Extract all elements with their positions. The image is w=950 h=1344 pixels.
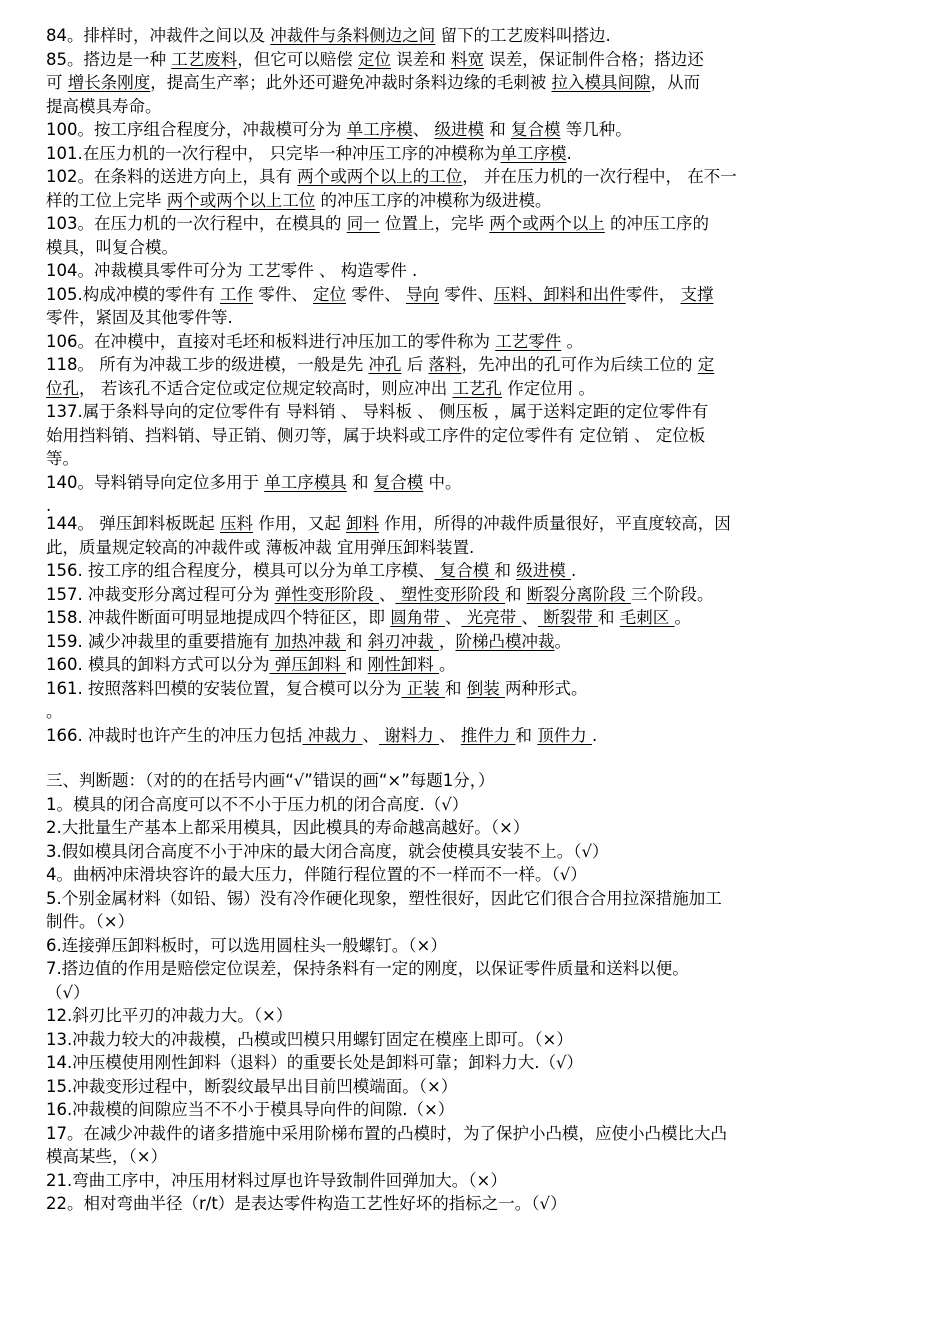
text-run: 。 — [561, 331, 583, 351]
text-line-q84 — [46, 24, 904, 48]
judge-line: 17。在减少冲裁件的诸多措施中采用阶梯布置的凸模时，为了保护小凸模，应使小凸模比大凸 — [46, 1123, 727, 1143]
text-run: 和 — [515, 725, 538, 745]
question-166 — [46, 724, 904, 748]
answer-blank: 落料 — [428, 355, 462, 374]
text-run: ，先冲出的孔可作为后续工位的 — [461, 355, 698, 374]
text-run: 等。 — [46, 449, 79, 468]
text-line-q137a — [46, 400, 904, 424]
text-run: 159. 减少冲裁里的重要措施有 — [46, 631, 270, 651]
text-run: 两种形式。 — [504, 678, 588, 698]
answer-blank: 工艺孔 — [452, 378, 502, 398]
judge-line: 15.冲裁变形过程中，断裂纹最早出目前凹模端面。（×） — [46, 1076, 458, 1096]
text-line-q101 — [46, 142, 904, 166]
text-run: 作定位用 。 — [502, 378, 595, 398]
text-run: 103。在压力机的一次行程中，在模具的 — [46, 214, 347, 233]
judge-line: 14.冲压模使用刚性卸料（退料）的重要长处是卸料可靠；卸料力大.（√） — [46, 1053, 583, 1072]
answer-blank: 级进模 — [516, 561, 571, 580]
answer-blank: 定位 — [358, 49, 391, 69]
judge-line: 16.冲裁模的间隙应当不不小于模具导向件的间隙.（×） — [46, 1100, 455, 1119]
answer-blank: 压料、卸料和出件 — [493, 284, 626, 304]
judge-line: 1。模具的闭合高度可以不不小于压力机的闭合高度.（√） — [46, 794, 469, 814]
text-run: 提高模具寿命。 — [46, 96, 162, 116]
answer-blank: 加热冲裁 — [269, 631, 346, 651]
text-run: 161. 按照落料凹模的安装位置，复合模可以分为 — [46, 678, 402, 698]
judge-line: 7.搭边值的作用是赔偿定位误差，保持条料有一定的刚度，以保证零件质量和送料以便。 — [46, 959, 689, 978]
text-run: ，但它可以赔偿 — [237, 49, 358, 69]
text-run: 中。 — [423, 472, 462, 492]
text-run: 的冲压工序的 — [604, 214, 709, 233]
text-line-q103b — [46, 236, 904, 260]
text-run: 零件，紧固及其他零件等. — [46, 308, 233, 327]
answer-blank: 推件力 — [460, 725, 516, 745]
text-run: ，提高生产率；此外还可避免冲裁时条料边缘的毛刺被 — [150, 73, 552, 92]
answer-blank: 倒装 — [466, 678, 505, 698]
text-line-q158 — [46, 606, 904, 630]
answer-blank: 弹性变形阶段 — [274, 584, 379, 604]
text-run: 。 — [554, 631, 571, 651]
text-run: 零件、 — [345, 284, 406, 304]
answer-blank: 正装 — [401, 678, 445, 698]
text-run: 和 — [345, 655, 368, 674]
text-run: 84。排样时，冲裁件之间以及 — [46, 26, 271, 45]
text-run: 误差和 — [391, 49, 451, 69]
text-line-q137c — [46, 447, 904, 471]
text-run: 后 — [401, 355, 429, 374]
text-run: 85。搭边是一种 — [46, 49, 172, 69]
text-run: 137.属于条料导向的定位零件有 导料销 、 导料板 、 侧压板 ，属于送料定距的定位零件有 — [46, 402, 709, 421]
text-line-q105a — [46, 283, 904, 307]
text-run: 样的工位上完毕 — [46, 190, 167, 210]
answer-blank: 工艺废料 — [171, 49, 238, 69]
answer-blank: 复合模 — [511, 120, 561, 139]
text-line-q160 — [46, 653, 904, 677]
answer-blank: 塑性变形阶段 — [395, 584, 505, 604]
text-run: 102。在条料的送进方向上，具有 — [46, 167, 298, 186]
text-run: 此，质量规定较高的冲裁件或 薄板冲裁 宜用弹压卸料装置. — [46, 537, 475, 557]
text-run: 166. 冲裁时也许产生的冲压力包括 — [46, 725, 303, 745]
text-run: 和 — [484, 120, 511, 139]
answer-blank: 刚性卸料 — [367, 655, 439, 674]
text-line-q159 — [46, 630, 904, 654]
answer-blank: 压料 — [219, 514, 253, 533]
answer-blank: 支撑 — [680, 284, 714, 304]
text-run: ， 并在压力机的一次行程中， 在不一 — [462, 167, 737, 186]
text-run: . — [591, 725, 598, 745]
answer-blank: 冲裁力 — [302, 725, 363, 745]
text-run: 留下的工艺废料叫搭边. — [435, 26, 611, 45]
stray-dot: . — [46, 496, 52, 512]
text-run: 的冲压工序的冲模称为级进模。 — [315, 190, 552, 210]
answer-blank: 断裂带 — [537, 608, 598, 627]
text-run: 作用，所得的冲裁件质量很好，平直度较高，因 — [378, 514, 731, 533]
text-line-q140 — [46, 471, 904, 495]
text-run: 140。导料销导向定位多用于 — [46, 472, 265, 492]
answer-blank: 顶件力 — [537, 725, 592, 745]
text-line-q85a — [46, 48, 904, 72]
answer-blank: 单工序模具 — [264, 472, 347, 492]
text-run: 和 — [345, 631, 368, 651]
answer-blank: 料宽 — [451, 49, 484, 69]
answer-blank: 弹压卸料 — [269, 655, 346, 674]
text-run: 和 — [346, 472, 374, 492]
answer-blank: 毛刺区 — [619, 608, 675, 627]
text-line-q102a — [46, 165, 904, 189]
text-line-q161 — [46, 677, 904, 701]
text-run: 、 — [412, 120, 435, 139]
answer-blank: 冲孔 — [368, 355, 402, 374]
text-run: 、 — [438, 725, 461, 745]
answer-blank: 定位 — [312, 284, 346, 304]
text-line-q105b — [46, 306, 904, 330]
answer-blank: 导向 — [405, 284, 439, 304]
text-line-q144a — [46, 512, 904, 536]
answer-blank: 拉入模具间隙 — [551, 73, 651, 92]
stray-dot-2: 。 — [46, 702, 63, 721]
answer-blank: 光亮带 — [461, 608, 522, 627]
text-run: 三个阶段。 — [630, 584, 714, 604]
answer-blank: 圆角带 — [390, 608, 445, 627]
text-line-q137b — [46, 424, 904, 448]
text-run: 160. 模具的卸料方式可以分为 — [46, 655, 270, 674]
text-line-q166 — [46, 724, 904, 748]
text-run: 、 — [362, 725, 379, 745]
text-run: 、 — [444, 608, 462, 627]
judge-line: 模高某些，（×） — [46, 1147, 168, 1166]
judgement-section — [46, 793, 904, 1216]
text-run: 始用挡料销、挡料销、导正销、侧刃等，属于块料或工序件的定位零件有 定位销 、 定位板 — [46, 425, 706, 445]
text-run: 106。在冲模中，直接对毛坯和板料进行冲压加工的零件称为 — [46, 331, 496, 351]
judge-line: 22。相对弯曲半径（r/t）是表达零件构造工艺性好坏的指标之一。（√） — [46, 1194, 567, 1213]
text-run: 模具，叫复合模。 — [46, 237, 178, 257]
answer-blank: 斜刃冲裁 — [367, 631, 439, 651]
text-run: ， — [438, 631, 456, 651]
text-run: 118。 所有为冲裁工步的级进模，一般是先 — [46, 355, 369, 374]
text-line-q102b — [46, 189, 904, 213]
judge-line: 4。曲柄冲床滑块容许的最大压力，伴随行程位置的不一样而不一样。（√） — [46, 865, 587, 884]
judge-line: 6.连接弹压卸料板时，可以选用圆柱头一般螺钉。（×） — [46, 935, 447, 955]
fill-in-section — [46, 24, 904, 494]
text-run: 位置上，完毕 — [379, 214, 490, 233]
text-run: 105.构成冲模的零件有 — [46, 284, 220, 304]
text-line-q118b — [46, 377, 904, 401]
answer-blank: 工艺零件 — [495, 331, 562, 351]
judge-line: 12.斜刃比平刃的冲裁力大。（×） — [46, 1006, 293, 1025]
judge-line: 21.弯曲工序中，冲压用材料过厚也许导致制件回弹加大。（×） — [46, 1170, 507, 1190]
judge-line: 3.假如模具闭合高度不小于冲床的最大闭合高度，就会使模具安装不上。（√） — [46, 841, 609, 861]
text-run: 158. 冲裁件断面可明显地提成四个特征区，即 — [46, 608, 391, 627]
text-run: 和 — [444, 678, 467, 698]
text-line-q144b — [46, 536, 904, 560]
text-run: 和 — [494, 561, 517, 580]
answer-blank: 两个或两个以上工位 — [166, 190, 316, 210]
text-line-q106 — [46, 330, 904, 354]
text-run: 100。按工序组合程度分，冲裁模可分为 — [46, 120, 347, 139]
answer-blank: 级进模 — [434, 120, 484, 139]
text-run: 156. 按工序的组合程度分，模具可以分为单工序模、 — [46, 561, 435, 580]
fill-in-section-2 — [46, 512, 904, 700]
text-run: 101.在压力机的一次行程中， 只完毕一种冲压工序的冲模称为 — [46, 143, 501, 163]
text-run: . — [566, 143, 572, 163]
text-run: 157. 冲裁变形分离过程可分为 — [46, 584, 275, 604]
text-run: 和 — [504, 584, 527, 604]
answer-blank: 谢料力 — [378, 725, 439, 745]
text-run: 104。冲裁模具零件可分为 工艺零件 、 构造零件 . — [46, 261, 418, 280]
answer-blank: 冲裁件与条料侧边之间 — [270, 26, 436, 45]
answer-blank: 阶梯凸模冲裁 — [455, 631, 555, 651]
answer-blank: 定 — [697, 355, 715, 374]
text-run: 。 — [438, 655, 456, 674]
answer-blank: 复合模 — [373, 472, 424, 492]
text-run: 误差，保证制件合格；搭边还 — [484, 49, 704, 69]
section-title: 三、判断题：（对的的在括号内画“√”错误的画“×”每题1分，） — [46, 771, 495, 790]
answer-blank: 单工序模 — [346, 120, 413, 139]
text-line-q118a — [46, 353, 904, 377]
text-run: 、 — [521, 608, 538, 627]
text-line-q157 — [46, 583, 904, 607]
text-line-q100 — [46, 118, 904, 142]
text-line-q103a — [46, 212, 904, 236]
spacer — [46, 747, 904, 763]
judge-line: 2.大批量生产基本上都采用模具，因此模具的寿命越高越好。（×） — [46, 818, 530, 837]
answer-blank: 复合模 — [434, 561, 495, 580]
answer-blank: 断裂分离阶段 — [526, 584, 631, 604]
text-run: 144。 弹压卸料板既起 — [46, 514, 220, 533]
text-line-q85b — [46, 71, 904, 95]
answer-blank: 增长条刚度 — [67, 73, 151, 92]
text-line-q156 — [46, 559, 904, 583]
text-run: 零件、 — [252, 284, 313, 304]
answer-blank: 单工序模 — [500, 143, 567, 163]
text-run: 等几种。 — [560, 120, 632, 139]
text-run: 作用，又起 — [252, 514, 346, 533]
answer-blank: 同一 — [346, 214, 380, 233]
text-line-q104 — [46, 259, 904, 283]
text-run: . — [570, 561, 577, 580]
text-run: 可 — [46, 73, 68, 92]
text-run: ，从而 — [650, 73, 700, 92]
text-run: 零件， — [625, 284, 681, 304]
text-run: 。 — [674, 608, 691, 627]
text-run: 、 — [378, 584, 396, 604]
text-line-q85c — [46, 95, 904, 119]
judge-line: 13.冲裁力较大的冲裁模，凸模或凹模只用螺钉固定在模座上即可。（×） — [46, 1029, 573, 1049]
text-run: 零件、 — [438, 284, 494, 304]
answer-blank: 两个或两个以上 — [489, 214, 605, 233]
answer-blank: 工作 — [219, 284, 253, 304]
judge-line: 5.个别金属材料（如铅、锡）没有冷作硬化现象，塑性很好，因此它们很合合用拉深措施加工 — [46, 888, 722, 908]
text-run: 和 — [597, 608, 620, 627]
judge-line: 制件。（×） — [46, 912, 135, 931]
answer-blank: 位孔 — [46, 378, 79, 398]
answer-blank: 卸料 — [345, 514, 379, 533]
answer-blank: 两个或两个以上的工位 — [297, 167, 463, 186]
judge-line: （√） — [46, 982, 90, 1002]
text-run: ， 若该孔不适合定位或定位规定较高时，则应冲出 — [79, 378, 453, 398]
